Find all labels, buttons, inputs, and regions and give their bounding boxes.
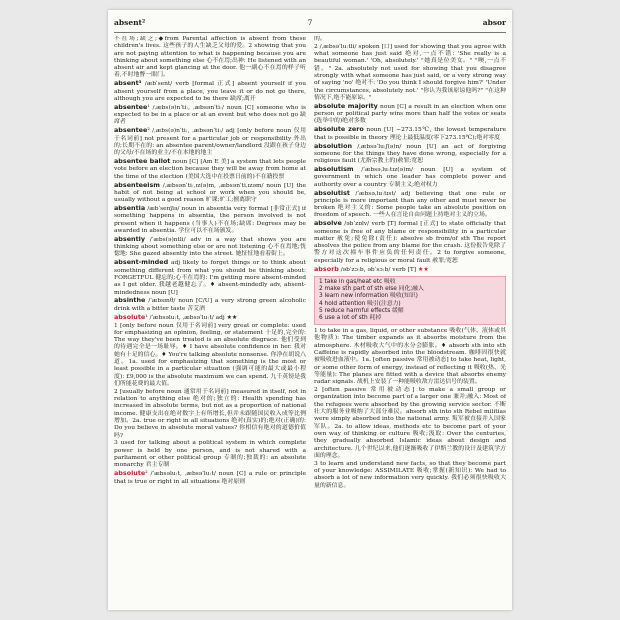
- entry-definition: 不在场;缺乏;◆from Parental affection is absent from these children's lives. 这些孩子的人生缺乏父母的爱。2 showing that you are not paying attention to what is happening because you are thinking about something else 心不在焉;出神: He listened with an absent air and kept glancing at the door. 他一副心不在焉的样子听着,不时地瞥一眼门。: [114, 36, 306, 79]
- entry: [314, 461, 506, 490]
- sense-menu-item: 3 learn new information 吸收(知识): [319, 293, 418, 300]
- headword: absolution: [314, 141, 353, 150]
- entry-definition: 3 to learn and understand new facts, so that they become part of your knowledge: ASSIMILATE 吸收;掌握(新知识): We had to absorb a lot of new information very quickly. 我们必须很快吸收大量的新信息。: [314, 460, 506, 489]
- entry: [314, 220, 506, 265]
- sense-menu-item: 4 hold attention 吸引(注意力): [319, 300, 401, 307]
- entry: [314, 328, 506, 386]
- headword: absentee: [114, 126, 148, 135]
- headword: absent-minded: [114, 258, 169, 267]
- headword: absentee: [114, 102, 148, 111]
- entry-definition: /æbˈsenʃiə/ noun in absentia very formal [非常正式] if something happens in absentia, the person involved is not present when it happens (当事人)不在场;缺席: Degrees may be awarded in absentia. 学位可以不在场颁发。: [114, 206, 306, 234]
- entry: [114, 36, 306, 80]
- entry: [114, 389, 306, 440]
- left-guide-word: absent²: [114, 18, 146, 27]
- headword: absolutism: [314, 165, 354, 174]
- entry: [114, 80, 306, 103]
- entry: [314, 143, 506, 166]
- entry: [114, 236, 306, 259]
- left-column: [114, 36, 306, 604]
- headword: absolutist: [314, 188, 350, 197]
- page-header: [114, 16, 506, 30]
- right-column: [314, 36, 506, 604]
- entry-definition: /ˈæbsəˌluːtɪst/ adj believing that one rule or principle is more important than any other and must never be broken 绝对主义的: Some people take an absolute position on freedom of speech. 一些人在言论自由问题上持绝对主义的立场。: [314, 190, 506, 219]
- entry: [314, 44, 506, 102]
- sense-menu-item: 1 take in gas/heat etc 吸收: [319, 278, 396, 285]
- entry: [314, 126, 506, 142]
- headword: absent³: [114, 79, 142, 88]
- entry-definition: /ˌæbsəˈluːʃ(ə)n/ noun [U] an act of forgiving someone for the things they have done wrong, especially for a religious fault (尤指宗教上的)赦罪;宽恕: [314, 143, 506, 165]
- headword: absolute zero: [314, 125, 364, 134]
- sense-menu-box: [314, 276, 506, 325]
- entry-definition: 3 used for talking about a political system in which complete power is held by one person, and is not shared with a parliament or other political group 专制的;独裁的: an absolute monarchy 君主专制: [114, 440, 306, 469]
- headword: absolute: [114, 469, 146, 478]
- page-number: 7: [307, 18, 313, 27]
- headword: absolve: [314, 219, 342, 228]
- entry-definition: 1 to take in a gas, liquid, or other substance 吸收(气体、液体或其他物质): The timber expands as it absorbs moisture from the atmosphere. 木材吸收大气中的水分会膨胀。♦ absorb sth into sth Caffeine is rapidly absorbed into the bloodstream. 咖啡因很快就被吸收进血液中。1a. [often passive 常用被动态] to take heat, light, or some other form of energy, instead of reflecting it 吸收(热、光等能量): The planes are fitted with a device that absorbs enemy radar signals. 战机上安装了一种能吸收敌方雷达信号的装置。: [314, 328, 506, 386]
- entry-definition: adj likely to forget things or to think about something different from what you should be thinking about: FORGETFUL 健忘的;心不在焉的: I'm getting more absent-minded as I get older. 我越老越健忘了。♦ absent-mindedly adv, absent-mindedness noun [U]: [114, 260, 306, 296]
- entry-definition: 2 [often passive 常用被动态] to make a small group or organization into become part of a larger one 兼并;融入: Most of the refugees were absorbed by the growing service sector. 不断壮大的服务业吸纳了大部分难民。absorb sth into sth Rebel militias were simply absorbed into the national army. 叛军被直接并入国家军队。2a. to allow ideas, methods etc to become part of your own way of thinking or culture 吸收;汲取: Over the centuries, they gradually absorbed Islamic ideas about design and architecture. 几个世纪以来,他们逐渐吸收了伊斯兰教的设计及建筑学方面的理念。: [314, 387, 506, 459]
- entry: [114, 182, 306, 205]
- entry: [114, 127, 306, 157]
- headword: absentee ballot: [114, 157, 171, 166]
- entry: [314, 103, 506, 126]
- entry: [114, 297, 306, 313]
- entry: [114, 440, 306, 469]
- entry-definition: 1 [only before noun 仅用于名词前] very great or complete: used for emphasizing an opinion, feeling, or statement 十足的,完全的: The way they've been treated is an absolute disgrace. 他们受到的待遇完全是一场耻辱。♦ I have absolute confidence in her. 我对她有十足的信心。♦ You're talking absolute nonsense. 你净在胡说八道。1a. used for emphasizing that something is the most or least possible in a particular situation (强调可能的最大或最小程度): £9,000 is the absolute maximum we can spend. 九千英镑是我们所能花费的最大值。: [114, 322, 306, 387]
- headword: absolute: [114, 312, 146, 321]
- entry-definition: 2 /ˌæbsəˈluːtli/ spoken [口] used for showing that you agree with what someone has just said 绝对,一点不错: 'She really is a beautiful woman.' 'Oh, absolutely.' "她真是位美女。" "噢,一点不错。" 2a. absolutely not used for showing that you disagree strongly with what someone has just said, or a very strong way of saying 'no' 绝对不: 'Do you think I should forgive him?' 'Under the circumstances, absolutely not.' "你认为我该原谅他吗?" "在这种情况下,绝不能原谅。": [314, 43, 506, 101]
- entry: [314, 190, 506, 220]
- entry: [314, 36, 506, 43]
- entry: [114, 205, 306, 235]
- entry-definition: /əbˈzɒlv/ verb [T] formal [正式] to state officially that someone is free of any blame or responsibility in a particular matter 赦免;使免除(责任): absolve sb from/of sth The report absolves the police from any blame for the crash. 这份报告免除了警方对这次撞车事件应负的任何责任。2 to forgive someone, especially for a religious or moral fault 赦罪;宽恕: [314, 221, 506, 264]
- entry-definition: noun [C] a result in an election when one person or political party wins more than half the votes or seats (选举中的)绝对多数: [314, 103, 506, 125]
- entry-definition: ¹ /ˌæbs(ə)nˈtiː, ˌæbsənˈtiː/ noun [C] someone who is expected to be in a place or at an event but who does not go 缺席者: [114, 104, 306, 126]
- headword: absenteeism: [114, 180, 160, 189]
- headword: absinthe: [114, 296, 146, 305]
- entry-definition: 的。: [314, 36, 326, 42]
- frequency-stars: ★★: [417, 265, 429, 273]
- entry-definition: /ˈæbs(ə)ntli/ adv in a way that shows you are thinking about something else or are not listening 心不在焉地;恍惚地: She gazed absently into the street. 她怔怔地看着街上。: [114, 236, 306, 258]
- entry: [314, 166, 506, 189]
- entry-definition: ² /ˌæbs(ə)nˈtiː, ˌæbsənˈtiː/ adj [only before noun 仅用于名词前] not present for a particular job or responsibility 外出的;长期不在的: an absentee parent/owner/landlord 没跟在孩子身边的父母/不在场的业主/不在本地的地主: [114, 128, 306, 157]
- entry: [114, 323, 306, 389]
- entry-definition: /æbˈsent/ verb [formal 正式] absent yourself if you absent yourself from a place, you leave it or do not go there, although you are expected to be there 缺席;离开: [114, 81, 306, 102]
- entry: [114, 104, 306, 127]
- entry-definition: /ˌæbsənˈtiːˌɪz(ə)m, ˌæbsənˈtiˌɪzəm/ noun [U] the habit of not being at school or work when you should be, usually without a good reason 旷课;旷工;擅离职守: [114, 182, 306, 204]
- entry: [114, 158, 306, 181]
- entry-definition: ¹ /ˈæbsəluːt, ˌæbsəˈluːt/ adj ★★: [145, 314, 238, 321]
- sense-menu-item: 2 make sth part of sth else 同化;融入: [319, 286, 424, 293]
- headword: absently: [114, 234, 145, 243]
- right-guide-word: absor: [482, 18, 506, 27]
- entry-definition: noun [U] −273.15℃, the lowest temperature that is possible in theory 理论上最低温度(零下273.15℃);绝对零度: [314, 127, 506, 141]
- entry-definition: noun [C] [Am E 美] a system that lets people vote before an election because they will be away from home at the time of the election (美国大选中在投票日前的)不在籍投票: [114, 159, 306, 180]
- headword: absentia: [114, 204, 146, 213]
- entry-definition: ² /ˈæbsəluːt, ˌæbsəˈluːt/ noun [C] a rule or principle that is true or right in all situations 绝对原则: [114, 471, 306, 485]
- entry-definition: /ˈæbsɪnθ/ noun [C/U] a very strong green alcoholic drink with a bitter taste 苦艾酒: [114, 298, 306, 312]
- dictionary-page: [108, 10, 512, 610]
- entry: [114, 314, 306, 322]
- entry: [114, 470, 306, 486]
- sense-menu-item: 5 reduce harmful effects 缓解: [319, 307, 404, 314]
- headword: absorb: [314, 264, 339, 273]
- entry-definition: /ˈæbsəˌluːtɪz(ə)m/ noun [U] a system of government in which one leader has complete power and authority over a country 专制主义;绝对权力: [314, 167, 506, 188]
- pronunciation: /əbˈzɔːb, əbˈsɔːb/ verb [T]: [340, 266, 417, 273]
- entry: [314, 387, 506, 460]
- sense-menu-item: 6 use a lot of sth 耗掉: [319, 314, 382, 321]
- entry-absorb: [314, 266, 506, 274]
- entry: [114, 259, 306, 296]
- headword: absolute majority: [314, 101, 378, 110]
- entry-definition: 2 [usually before noun 通常用于名词前] measured in itself, not in relation to anything else 绝对的;独立的: Health spending has increased in absolute terms, but not as a proportion of national income. 健康支出在绝对数字上有所增长,但并未跟随国民收入成等比例增加。2a. true or right in all situations 绝对(真实)的;绝对(正确)的: Do you believe in absolute moral values? 你相信有绝对的道德价值吗?: [114, 388, 306, 439]
- header-rule: [114, 32, 506, 33]
